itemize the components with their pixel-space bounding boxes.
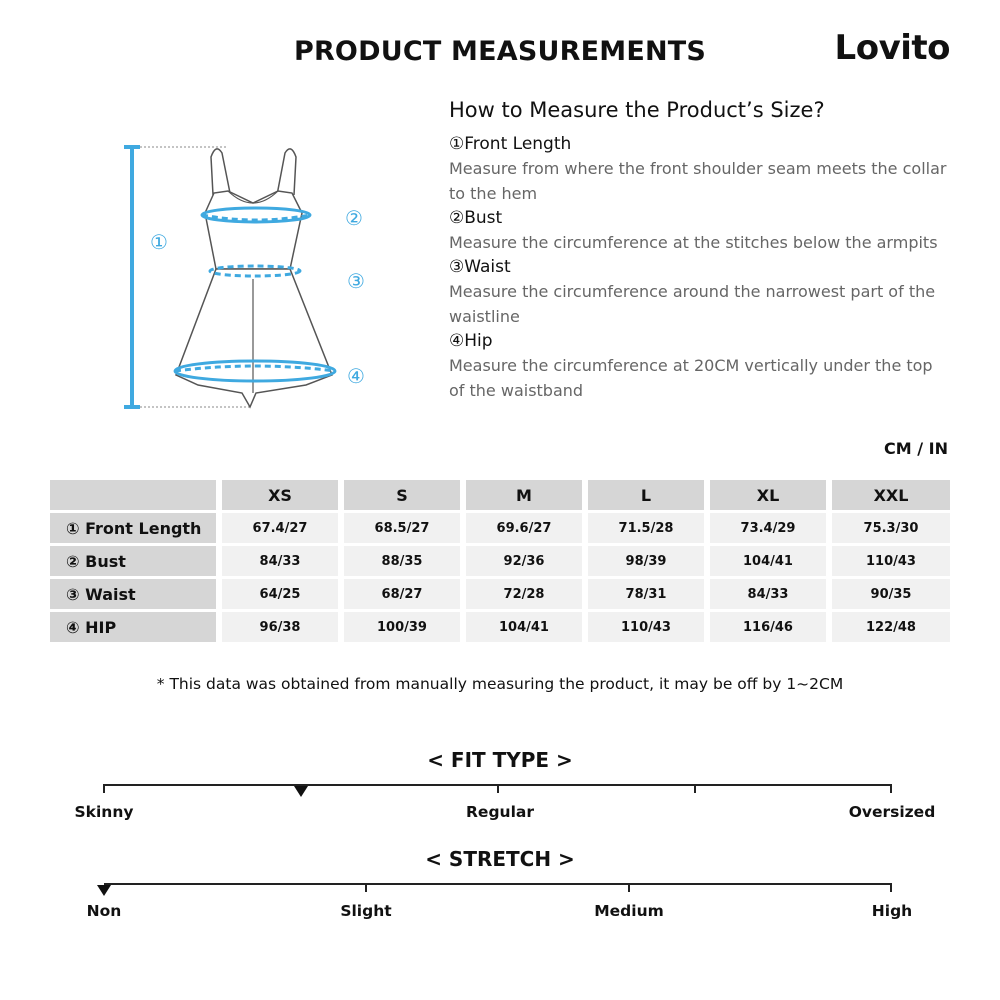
guide-item-desc: Measure the circumference at the stitches below the armpits [449, 233, 938, 252]
stretch-label-medium: Medium [594, 902, 664, 920]
guide-item-title: ④Hip [449, 331, 493, 351]
guide-item-title: ①Front Length [449, 134, 572, 154]
stretch-marker [97, 885, 111, 896]
table-cell: 88/35 [344, 546, 460, 576]
size-header: XL [710, 480, 826, 510]
fit-type-label-skinny: Skinny [74, 803, 134, 821]
table-cell: 104/41 [466, 612, 582, 642]
guide-item-title: ②Bust [449, 208, 503, 228]
stretch-tick [365, 883, 367, 892]
skirt [176, 269, 332, 407]
guide-item-title: ③Waist [449, 257, 511, 277]
size-header: S [344, 480, 460, 510]
fit-type-title: < FIT TYPE > [427, 748, 573, 772]
table-cell: 110/43 [832, 546, 950, 576]
size-header: XXL [832, 480, 950, 510]
page-title: PRODUCT MEASUREMENTS [293, 36, 707, 67]
garment-diagram [110, 135, 380, 425]
stretch-tick [628, 883, 630, 892]
guide-item-waist [449, 255, 949, 329]
marker-waist: ③ [347, 269, 365, 293]
table-row [50, 546, 950, 576]
guide-item-desc: Measure the circumference around the narrowest part of the waistline [449, 282, 936, 326]
disclaimer-note: * This data was obtained from manually measuring the product, it may be off by 1~2CM [156, 675, 844, 693]
table-row [50, 513, 950, 543]
table-cell: 116/46 [710, 612, 826, 642]
table-header-row [50, 480, 950, 510]
table-cell: 71.5/28 [588, 513, 704, 543]
fit-type-tick [497, 784, 499, 793]
table-cell: 100/39 [344, 612, 460, 642]
table-corner-cell [50, 480, 216, 510]
brand-logo: Lovito [834, 28, 950, 68]
fit-type-tick [694, 784, 696, 793]
fit-type-label-regular: Regular [466, 803, 534, 821]
table-cell: 72/28 [466, 579, 582, 609]
table-cell: 78/31 [588, 579, 704, 609]
guide-item-desc: Measure from where the front shoulder seam meets the collar to the hem [449, 159, 947, 203]
left-strap [211, 149, 230, 195]
size-header: XS [222, 480, 338, 510]
marker-bust: ② [345, 206, 363, 230]
table-cell: 68.5/27 [344, 513, 460, 543]
stretch-label-slight: Slight [340, 902, 392, 920]
table-cell: 110/43 [588, 612, 704, 642]
row-label: ④ HIP [50, 612, 216, 642]
table-cell: 98/39 [588, 546, 704, 576]
size-header: L [588, 480, 704, 510]
table-cell: 75.3/30 [832, 513, 950, 543]
table-cell: 84/33 [222, 546, 338, 576]
guide-question: How to Measure the Product’s Size? [449, 98, 825, 122]
table-cell: 84/33 [710, 579, 826, 609]
marker-front-length: ① [150, 230, 168, 254]
size-header: M [466, 480, 582, 510]
right-strap [277, 149, 296, 195]
row-label: ① Front Length [50, 513, 216, 543]
row-label: ③ Waist [50, 579, 216, 609]
table-cell: 73.4/29 [710, 513, 826, 543]
table-row [50, 579, 950, 609]
row-label: ② Bust [50, 546, 216, 576]
stretch-label-high: High [871, 902, 913, 920]
stretch-title: < STRETCH > [425, 847, 575, 871]
marker-hip: ④ [347, 364, 365, 388]
guide-item-front-length [449, 132, 949, 206]
table-cell: 90/35 [832, 579, 950, 609]
table-cell: 64/25 [222, 579, 338, 609]
guide-item-desc: Measure the circumference at 20CM vertically under the top of the waistband [449, 356, 933, 400]
guide-item-bust [449, 206, 949, 255]
table-cell: 69.6/27 [466, 513, 582, 543]
measure-guide [449, 98, 949, 403]
front-length-bar [130, 145, 134, 409]
table-cell: 92/36 [466, 546, 582, 576]
table-cell: 104/41 [710, 546, 826, 576]
fit-type-label-oversized: Oversized [848, 803, 936, 821]
table-cell: 122/48 [832, 612, 950, 642]
table-cell: 67.4/27 [222, 513, 338, 543]
stretch-scale-line [104, 883, 892, 885]
fit-type-tick [890, 784, 892, 793]
stretch-label-non: Non [86, 902, 122, 920]
guide-item-hip [449, 329, 949, 403]
fit-type-tick [103, 784, 105, 793]
stretch-tick [890, 883, 892, 892]
table-row [50, 612, 950, 642]
unit-label: CM / IN [884, 439, 948, 458]
size-table [50, 477, 950, 645]
table-cell: 68/27 [344, 579, 460, 609]
table-cell: 96/38 [222, 612, 338, 642]
fit-type-marker [294, 786, 308, 797]
